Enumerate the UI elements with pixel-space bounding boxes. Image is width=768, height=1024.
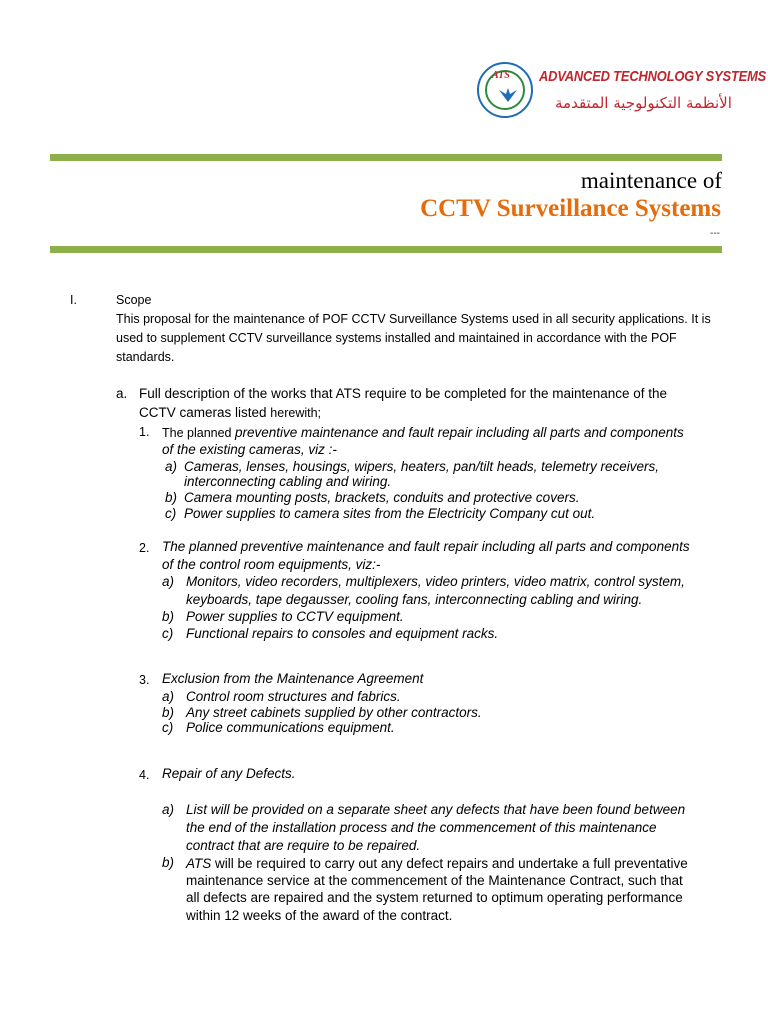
- sub-item: maintenance service at the commencement of the Maintenance Contract, such that: [186, 873, 683, 888]
- sub-item: keyboards, tape degausser, cooling fans, interconnecting cabling and wiring.: [186, 592, 643, 607]
- intro-line: standards.: [116, 350, 175, 364]
- sub-item: Police communications equipment.: [186, 720, 395, 735]
- sub-item: interconnecting cabling and wiring.: [184, 474, 392, 489]
- item-a-line: CCTV cameras listed herewith;: [139, 405, 322, 420]
- sub-item: the end of the installation process and the commencement of this maintenance: [186, 820, 657, 835]
- sub-item: Power supplies to camera sites from the Electricity Company cut out.: [184, 506, 596, 521]
- title-line-2: CCTV Surveillance Systems: [420, 195, 721, 222]
- logo-company-name: ADVANCED TECHNOLOGY SYSTEMS: [539, 68, 767, 85]
- sub-item: List will be provided on a separate sheet any defects that have been found between: [186, 802, 686, 817]
- item-1-line: The planned preventive maintenance and fault repair including all parts and components: [162, 425, 684, 440]
- eagle-icon: [497, 82, 519, 110]
- item-2-number: 2.: [139, 541, 150, 555]
- sub-marker: b): [165, 490, 178, 505]
- sub-item: Functional repairs to consoles and equipment racks.: [186, 626, 499, 641]
- company-logo: [477, 62, 767, 120]
- section-numeral: I.: [70, 293, 77, 307]
- sub-item: Any street cabinets supplied by other contractors.: [186, 705, 482, 720]
- intro-line: used to supplement CCTV surveillance systems installed and maintained in accordance with the POF: [116, 331, 677, 345]
- section-heading: Scope: [116, 293, 152, 307]
- item-3-number: 3.: [139, 673, 150, 687]
- logo-ats-text: ATS: [492, 70, 510, 81]
- item-3-line: Exclusion from the Maintenance Agreement: [162, 671, 424, 686]
- top-divider-bar: [50, 154, 722, 161]
- item-2-line: The planned preventive maintenance and fault repair including all parts and components: [162, 539, 690, 554]
- title-line-3: ---: [710, 228, 720, 239]
- item-1-line: of the existing cameras, viz :-: [162, 442, 337, 457]
- sub-marker: a): [162, 574, 175, 589]
- item-a-line: Full description of the works that ATS require to be completed for the maintenance of the: [139, 386, 668, 401]
- sub-marker: b): [162, 609, 175, 624]
- sub-item: Monitors, video recorders, multiplexers, video printers, video matrix, control system,: [186, 574, 685, 589]
- sub-item: Cameras, lenses, housings, wipers, heaters, pan/tilt heads, telemetry receivers,: [184, 459, 659, 474]
- logo-emblem: [477, 62, 533, 118]
- sub-item: Power supplies to CCTV equipment.: [186, 609, 404, 624]
- sub-marker: a): [162, 689, 175, 704]
- sub-item: Camera mounting posts, brackets, conduits and protective covers.: [184, 490, 580, 505]
- title-line-1: maintenance of: [580, 168, 722, 193]
- item-2-line: of the control room equipments, viz:-: [162, 557, 381, 572]
- intro-line: This proposal for the maintenance of POF CCTV Surveillance Systems used in all security applications. It is: [116, 312, 711, 326]
- item-1-number: 1.: [139, 425, 150, 439]
- sub-item: Control room structures and fabrics.: [186, 689, 401, 704]
- logo-company-name-arabic: الأنظمة التكنولوجية المتقدمة: [555, 94, 732, 112]
- sub-marker: c): [165, 506, 177, 521]
- bottom-divider-bar: [50, 246, 722, 253]
- sub-item: all defects are repaired and the system returned to optimum operating performance: [186, 890, 683, 905]
- item-4-line: Repair of any Defects.: [162, 766, 296, 781]
- sub-marker: b): [162, 855, 175, 870]
- sub-marker: a): [162, 802, 175, 817]
- sub-marker: c): [162, 720, 174, 735]
- sub-marker: a): [165, 459, 178, 474]
- sub-item: contract that are require to be repaired.: [186, 838, 421, 853]
- item-a-marker: a.: [116, 386, 128, 401]
- sub-item: within 12 weeks of the award of the contract.: [186, 908, 453, 923]
- sub-item: ATS will be required to carry out any defect repairs and undertake a full preventative: [186, 856, 688, 871]
- item-4-number: 4.: [139, 768, 150, 782]
- sub-marker: c): [162, 626, 174, 641]
- sub-marker: b): [162, 705, 175, 720]
